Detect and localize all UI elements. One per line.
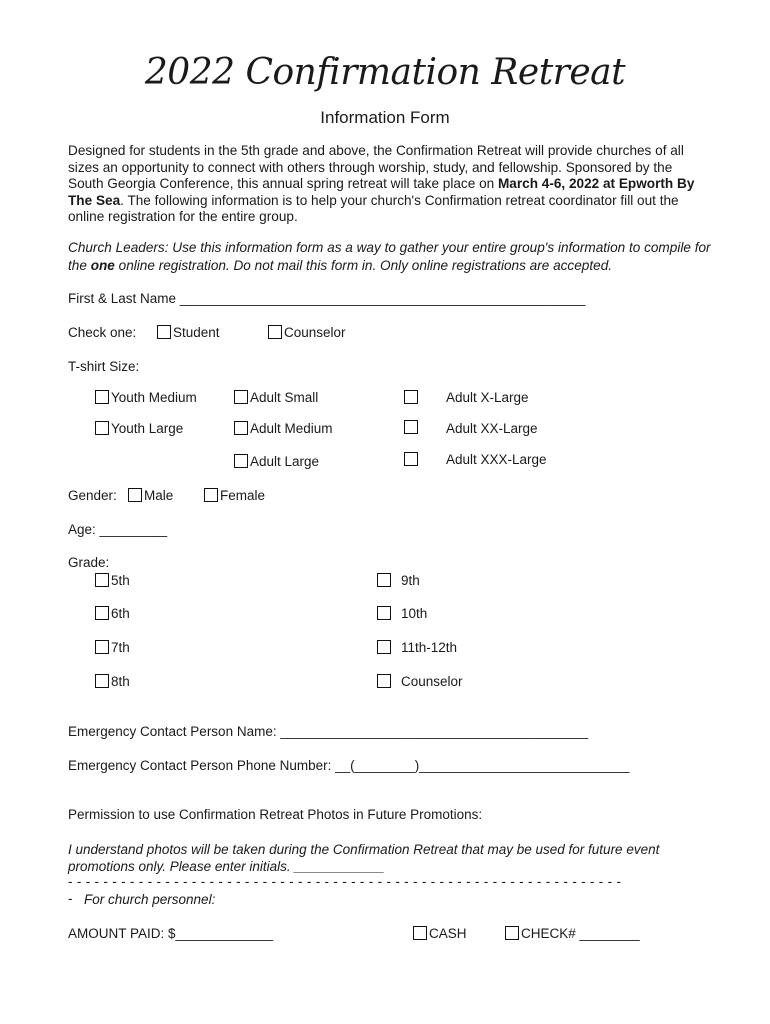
grade-5th-checkbox[interactable] [95, 573, 109, 587]
tshirt-adult-xxxl-checkbox[interactable] [404, 452, 420, 467]
amount-paid-blank[interactable]: _____________ [175, 926, 274, 941]
grade-11-12-checkbox[interactable] [377, 640, 393, 655]
tshirt-option-label: Adult Medium [250, 421, 333, 436]
leaders-note [68, 239, 718, 275]
grade-counselor-checkbox[interactable] [377, 674, 393, 689]
name-field-blank[interactable]: ______________________________________________________ [179, 291, 586, 306]
tshirt-option-label: Youth Large [111, 421, 184, 436]
tshirt-youth-medium[interactable] [95, 390, 197, 405]
page-title: 2022 Confirmation Retreat [144, 52, 626, 93]
male-checkbox[interactable] [128, 488, 142, 502]
grade-6th[interactable] [95, 606, 130, 621]
name-field-row [68, 291, 585, 306]
tshirt-adult-xl-checkbox[interactable] [404, 390, 420, 405]
grade-11-12-label: 11th-12th [401, 640, 458, 655]
grade-9th-checkbox[interactable] [377, 573, 393, 588]
grade-option-label: 5th [111, 573, 130, 588]
name-field-label: First & Last Name [68, 291, 177, 306]
tshirt-adult-xl-label: Adult X-Large [446, 390, 529, 405]
female-label: Female [220, 488, 266, 503]
checkbox[interactable] [404, 420, 418, 434]
gender-male[interactable] [128, 488, 173, 503]
check-checkbox[interactable] [505, 926, 519, 940]
female-checkbox[interactable] [204, 488, 218, 502]
amount-paid-label: AMOUNT PAID: $ [68, 926, 176, 941]
page-subtitle: Information Form [320, 108, 450, 127]
checkbox[interactable] [377, 573, 391, 587]
amount-paid-row [68, 926, 273, 941]
tshirt-adult-xxl-label: Adult XX-Large [446, 421, 538, 436]
emergency-name-blank[interactable]: _________________________________________ [280, 724, 589, 739]
grade-option-label: 7th [111, 640, 130, 655]
cash-checkbox[interactable] [413, 926, 427, 940]
student-label: Student [173, 325, 220, 340]
counselor-label: Counselor [284, 325, 346, 340]
emergency-phone-blank[interactable]: __(________)____________________________ [335, 758, 630, 773]
permission-statement [68, 841, 708, 875]
church-personnel-label: For church personnel: [84, 892, 216, 907]
emergency-name-label: Emergency Contact Person Name: [68, 724, 277, 739]
tshirt-option-label: Adult Large [250, 454, 320, 469]
gender-label: Gender: [68, 488, 117, 503]
check-option[interactable] [505, 926, 640, 941]
checkbox[interactable] [377, 606, 391, 620]
emergency-phone-row [68, 758, 629, 773]
intro-text-2: . The following information is to help your church's Confirmation retreat coordinator fill out the online registration for the entire group. [68, 192, 679, 225]
tshirt-adult-medium-checkbox[interactable] [234, 421, 248, 435]
tshirt-label: T-shirt Size: [68, 359, 140, 374]
intro-text-1: Designed for students in the 5th grade and above, the Confirmation Retreat will provide churches of all sizes an opportunity to connect with others through worship, study, and fellowship. Sponsored by the South Georgia Conference, this annual spring retreat will take place on [68, 143, 684, 192]
grade-6th-checkbox[interactable] [95, 606, 109, 620]
male-label: Male [144, 488, 174, 503]
grade-option-label: 8th [111, 674, 130, 689]
grade-10th-label: 10th [401, 606, 428, 621]
grade-label: Grade: [68, 555, 110, 570]
cash-label: CASH [429, 926, 467, 941]
age-blank[interactable]: _________ [99, 522, 168, 537]
tshirt-youth-large[interactable] [95, 421, 183, 436]
tshirt-adult-small-checkbox[interactable] [234, 390, 248, 404]
tshirt-adult-large-checkbox[interactable] [234, 454, 248, 468]
grade-8th[interactable] [95, 674, 130, 689]
tshirt-option-label: Youth Medium [111, 390, 197, 405]
check-one-label: Check one: [68, 325, 137, 340]
check-label: CHECK# [521, 926, 576, 941]
grade-option-label: 6th [111, 606, 130, 621]
grade-8th-checkbox[interactable] [95, 674, 109, 688]
tshirt-adult-large[interactable] [234, 454, 319, 469]
tshirt-adult-xxxl-label: Adult XXX-Large [446, 452, 547, 467]
tshirt-option-label: Adult Small [250, 390, 319, 405]
permission-statement-text: I understand photos will be taken during the Confirmation Retreat that may be used for future event promotions only. Please enter initials. [68, 842, 660, 874]
tshirt-adult-medium[interactable] [234, 421, 333, 436]
tshirt-youth-medium-checkbox[interactable] [95, 390, 109, 404]
checkbox[interactable] [377, 674, 391, 688]
grade-7th-checkbox[interactable] [95, 640, 109, 654]
church-dash: - [68, 891, 73, 906]
tshirt-adult-xxl-checkbox[interactable] [404, 420, 420, 435]
grade-7th[interactable] [95, 640, 130, 655]
retreat-dates: March 4-6, 2022 at Epworth By The Sea [68, 176, 695, 208]
tshirt-adult-small[interactable] [234, 390, 318, 405]
leaders-text-2: online registration. Do not mail this form in. Only online registrations are accepted. [114, 258, 613, 273]
cash-option[interactable] [413, 926, 467, 941]
emergency-name-row [68, 724, 588, 739]
age-label: Age: [68, 522, 96, 537]
grade-counselor-label: Counselor [401, 674, 463, 689]
leaders-text-1: Church Leaders: Use this information form as a way to gather your entire group's information to compile for the [68, 240, 711, 273]
student-option[interactable] [157, 325, 220, 340]
initials-blank[interactable]: ____________ [294, 859, 385, 874]
counselor-checkbox[interactable] [268, 325, 282, 339]
emergency-phone-label: Emergency Contact Person Phone Number: [68, 758, 332, 773]
age-row [68, 522, 167, 537]
checkbox[interactable] [404, 452, 418, 466]
grade-9th-label: 9th [401, 573, 420, 588]
counselor-option[interactable] [268, 325, 346, 340]
intro-paragraph [68, 143, 708, 226]
check-number-blank[interactable]: ________ [579, 926, 640, 941]
gender-female[interactable] [204, 488, 265, 503]
tshirt-youth-large-checkbox[interactable] [95, 421, 109, 435]
grade-5th[interactable] [95, 573, 130, 588]
grade-10th-checkbox[interactable] [377, 606, 393, 621]
student-checkbox[interactable] [157, 325, 171, 339]
checkbox[interactable] [377, 640, 391, 654]
leaders-bold: one [90, 258, 115, 273]
divider-line: - - - - - - - - - - - - - - - - - - - - - - - - - - - - - - - - - - - - - - - - - - - - - - - - - - - - - - - - - - - - - - - [68, 874, 622, 889]
checkbox[interactable] [404, 390, 418, 404]
permission-label: Permission to use Confirmation Retreat Photos in Future Promotions: [68, 807, 483, 822]
